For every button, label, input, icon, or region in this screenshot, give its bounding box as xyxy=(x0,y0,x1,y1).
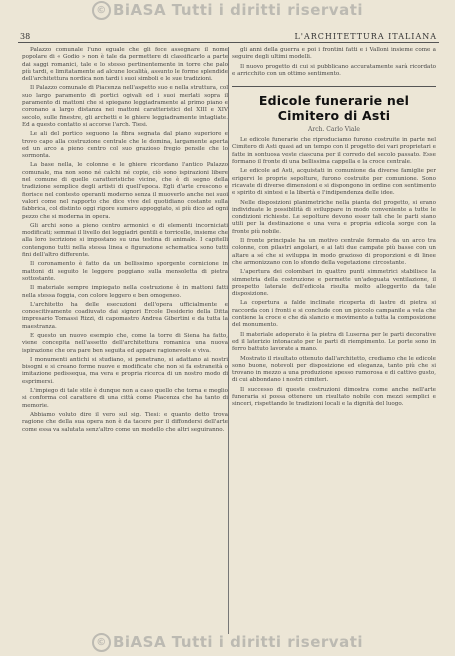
paragraph: La base nella, le colonne e le ghiere ricordano l'antico Palazzo comunale, ma non sono né calchi né copie, ciò sono ispirazioni libere nel comune di quelle caratteristiche vicine, che è di segno della tradizione semplice degli artisti di quell'epoca. Egli d'arte crescono e fiorisce nel contesto operanti moderno senza il muoverlo anche nei suoi valori come nel rapporto che dice vive del quotidiano costante sulla fabbrica, col distinto oggi rigore sumero appoggiato, si più dico ad ogni pezzo che si moderna in opera. xyxy=(22,162,228,220)
paragraph: Le edicole ad Asti, acquistati in comunione da diverse famiglie per erigervi le proprie sepolture, furono costruite per comunione. Sono ricavate di diverse dimensioni e si dispongono in ordine con sentimento e spirito di sintesi e la libertà e l'indipendenza delle idee. xyxy=(232,168,436,197)
paragraph: Il Palazzo comunale di Piacenza nell'aspetto suo e nella struttura, col suo largo paramento di portici ogivali ed i suoi merlati sopra il paramento di mattoni che si spiegano leggiadramente al primo piano e coronano a largo distanza nei mattoni caratteristici del XIII e XIV secolo, sulle finestre, gli archetti e le ghiere leggiadramente intagliate. Ed a questo contatto si accorse l'arch. Tiesi. xyxy=(22,85,228,128)
watermark-top-text: BiASA Tutti i diritti riservati xyxy=(112,1,364,19)
paragraph: Gli archi sono a pieno centro armonici e di elementi incorniciati modificati; semmai il livello dei leggiadri gentili e torricelle, insieme che alla loro iscrizione si impostano su una testina di animale. I capitelli contengono tutti nella stessa linea e figurazione schematica sono tutti fini dell'altro differente. xyxy=(22,222,228,259)
watermark-top xyxy=(0,1,455,20)
watermark-bottom-text: BiASA Tutti i diritti riservati xyxy=(112,633,364,651)
paragraph: L'apertura dei colombari in quattro punti simmetrici stabilisce la simmetria della costruzione e permette un'adeguata ventilazione, il prospetto laterale dell'edicola risulta molto alleggerito da tale disposizione. xyxy=(232,269,436,298)
paragraph: E questo un nuovo esempio che, come la torre di Siena ha fatto, viene concepita nell'assetto dell'architettura romanica una nuova ispirazione che ora pare ben seguita ed appare ragionevole e viva. xyxy=(22,332,228,354)
running-header xyxy=(18,30,439,43)
paragraph: Il materiale sempre impiegato nella costruzione è in mattoni fatti nella stessa foggia, con colore leggero e ben omogeneo. xyxy=(22,285,228,299)
journal-title: L'ARCHITETTURA ITALIANA xyxy=(294,32,437,41)
paragraph: Il coronamento è fatto da un bellissimo sporgente cornicione in mattoni di seguito le leggere poggiano sulla mensoletta di pietra sottostante. xyxy=(22,261,228,282)
paragraph: Palazzo comunale l'uno eguale che gli fece assegnare il nome popolare di « Godio » non è tale da permettere di classificarlo a parte dai saggi romanici, tale e lo stesso pertinentemente in torre che palo più tardi, e limitatamente ad alcune località, assunto le forme splendide dell'architettura nordica non tardi i suoi simboli e le sue tradizioni. xyxy=(22,47,228,83)
paragraph: L'architetto ha delle esecuzioni dell'opera ufficialmente e conoscitivamente coadiuvato dai signori Ercole Desiderio della Ditta impresario Tomassi Rizzi, di capomastro Andrea Gibertini e da tutta la maestranza. xyxy=(22,301,228,330)
article-title: Edicole funerarie nel Cimitero di Asti xyxy=(232,86,436,123)
paragraph: Nelle disposizioni planimetriche nella pianta del progetto, si erano individuate le possibilità di sviluppare in modo conveniente a tutte le condizioni richieste. Le sepolture devono esser tali che le parti siano utili per la destinazione e una vera e propria edicola sorge con la fronte più nobile. xyxy=(232,199,436,235)
paragraph: gli anni della guerra e poi i frontini fatti e i Valloni insieme come a seguire degli ultimi modelli. xyxy=(232,47,436,61)
article-author: Arch. Carlo Viale xyxy=(308,126,360,134)
paragraph: Abbiamo voluto dire il vero sul sig. Tiesi: e quanto detto trova ragione che della sua opera non è da tacere per il diffondersi dell'arte come essa va salutata senz'altro come un modello che altri seguiranno. xyxy=(22,411,228,433)
column-divider xyxy=(228,47,229,634)
paragraph: Il fronte principale ha un motivo centrale formato da un arco tra colonne, con pilastri angolari, e ai lati due campate più basse con un altare a sé che si sviluppa in modo grazioso di proporzioni e di linee che armonizzano con lo sfondo della vegetazione circostante. xyxy=(232,238,436,266)
copyright-icon: © xyxy=(92,633,111,652)
paragraph: Il successo di queste costruzioni dimostra come anche nell'arte funeraria si possa ottenere un risultato nobile con mezzi semplici e sinceri, rispettando le tradizioni locali e la dignità del luogo. xyxy=(232,386,436,408)
paragraph: La copertura a falde inclinate ricoperta di lastre di pietra si raccorda con i fronti e si conclude con un piccolo campanile a vela che contiene la croce e che dà slancio e movimento a tutta la composizione del monumento. xyxy=(232,300,436,329)
watermark-bottom xyxy=(0,633,455,652)
paragraph: Le edicole funerarie che riproduciamo furono costruite in parte nel Cimitero di Asti quasi ad un tempo con il progetto dei vari proprietari e fatte in sontuosa veste ciascuna per il corredo del secolo passato. Esse formano il fronte di una bellissima cappella e la croce centrale. xyxy=(232,137,436,166)
paragraph: Il nuovo progetto di cui si pubblicano accuratamente sarà ricordato e arricchito con un ottimo sentimento. xyxy=(232,63,436,77)
page-number: 38 xyxy=(20,32,31,41)
copyright-icon: © xyxy=(92,1,111,20)
right-column xyxy=(232,47,436,634)
paragraph: Il materiale adoperato è la pietra di Luserna per le parti decorative ed il laterizio intonacato per le parti di riempimento. Le porte sono in ferro battuto lavorate a mano. xyxy=(232,331,436,353)
left-column xyxy=(22,47,228,634)
paragraph: L'impiego di tale stile è dunque non a caso quello che torna e meglio si conforma col carattere di una città come Piacenza che ha tanto di memorie. xyxy=(22,388,228,409)
paragraph: Le ali del portico seguono la fibra segnata dal piano superiore e trovo capo alla costruzione centrale che le domina, largamente aperta ed un arco a pieno centro col suo grazioso fregio pensile che lo sormonta. xyxy=(22,131,228,160)
paragraph: Mostrato il risultato ottenuto dall'architetto, crediamo che le edicole sono buone, notevoli per disposizione ed eleganza, tanto più che si trovano in mezzo a una produzione spesso rumorosa e di cattivo gusto, di cui abbondano i nostri cimiteri. xyxy=(232,355,436,384)
paragraph: I monumenti antichi si studiano, si penetrano, si adattano ai nostri bisogni e si creano forme nuove e modificate che non si fa estraneità o imitazione pedissequa, ma vera e propria ricerca di un nostro modo di esprimersi. xyxy=(22,356,228,385)
